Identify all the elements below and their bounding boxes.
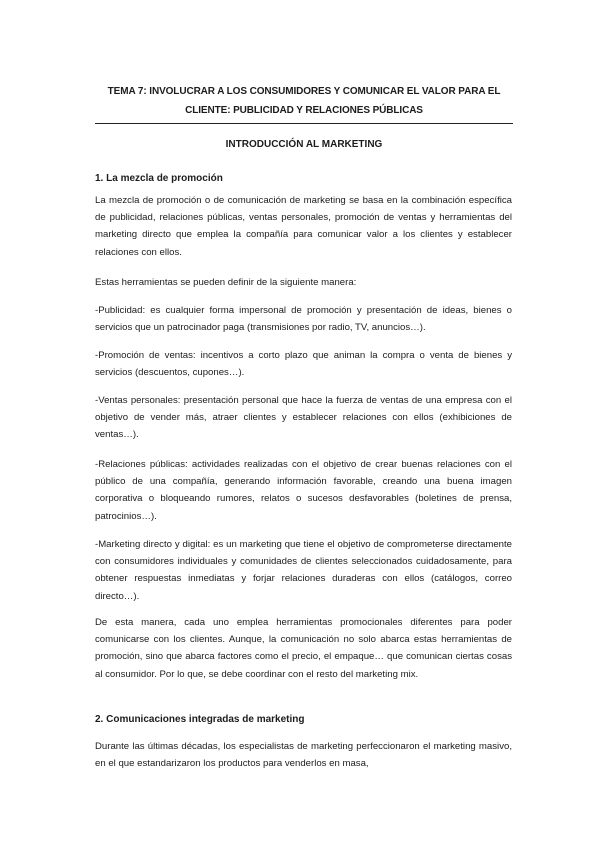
paragraph-conclusion: De esta manera, cada uno emplea herramientas promocionales diferentes para poder comunicarse con los clientes. Aunque, la comunicación no solo abarca estas herramientas de promoción, sino que abarca factores como el precio, el empaque… que comunican ciertas cosas al consumidor. Por lo que, se debe coordinar con el resto del marketing mix. xyxy=(95,617,512,680)
paragraph-relaciones-publicas: -Relaciones públicas: actividades realizadas con el objetivo de crear buenas relaciones con el público de una compañía, generando información favorable, creando una buena imagen corporativa o bloqueando rumores, relatos o sucesos desfavorables (boletines de prensa, patrocinios…). xyxy=(95,459,512,522)
section-1-heading: 1. La mezcla de promoción xyxy=(95,173,223,184)
paragraph-promocion-ventas: -Promoción de ventas: incentivos a corto plazo que animan la compra o venta de bienes y servicios (descuentos, cupones…). xyxy=(95,350,512,379)
title-divider xyxy=(95,123,513,124)
paragraph-tools-intro: Estas herramientas se pueden definir de la siguiente manera: xyxy=(95,277,357,288)
document-title: TEMA 7: INVOLUCRAR A LOS CONSUMIDORES Y COMUNICAR EL VALOR PARA EL CLIENTE: PUBLICIDAD Y RELACIONES PÚBLICAS xyxy=(107,86,501,116)
paragraph-intro: La mezcla de promoción o de comunicación de marketing se basa en la combinación específica de publicidad, relaciones públicas, ventas personales, promoción de ventas y herramientas del marketing directo que emplea la compañía para comunicar valor a los clientes y establecer relaciones con ellos. xyxy=(95,195,512,258)
section-2-heading: 2. Comunicaciones integradas de marketing xyxy=(95,714,305,725)
paragraph-marketing-directo: -Marketing directo y digital: es un marketing que tiene el objetivo de comprometerse directamente con consumidores individuales y comunidades de clientes seleccionados cuidadosamente, para obtener respuestas inmediatas y forjar relaciones duraderas con ellos (catálogos, correo directo…). xyxy=(95,539,512,602)
paragraph-section-2: Durante las últimas décadas, los especialistas de marketing perfeccionaron el marketing masivo, en el que estandarizaron los productos para venderlos en masa, xyxy=(95,741,512,770)
paragraph-publicidad: -Publicidad: es cualquier forma impersonal de promoción y presentación de ideas, bienes o servicios que un patrocinador paga (transmisiones por radio, TV, anuncios…). xyxy=(95,305,512,334)
document-subtitle: INTRODUCCIÓN AL MARKETING xyxy=(225,139,383,150)
paragraph-ventas-personales: -Ventas personales: presentación personal que hace la fuerza de ventas de una empresa con el objetivo de vender más, atraer clientes y establecer relaciones con ellos (exhibiciones de ventas…). xyxy=(95,395,512,441)
